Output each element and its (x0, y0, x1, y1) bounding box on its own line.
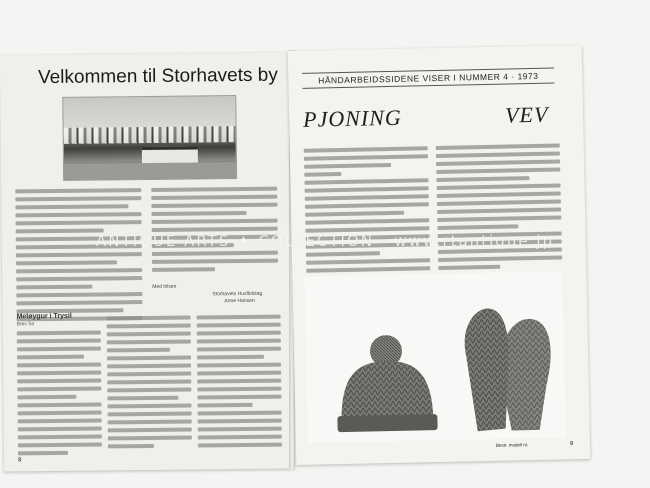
right-column-1-text (304, 146, 431, 277)
title-pjoning: PJONING (302, 104, 403, 132)
right-column-2-text (436, 143, 563, 274)
harbor-water (64, 162, 236, 180)
right-page (288, 45, 591, 465)
knitted-mittens (457, 294, 560, 436)
knitted-hat (326, 334, 448, 436)
left-page-number: 8 (18, 457, 22, 464)
knitwear-photo (304, 271, 565, 442)
column-3-text (17, 330, 102, 459)
article-title: Velkommen til Storhavets by (37, 64, 278, 89)
photo-caption: Bestr. modell nr. (495, 442, 529, 448)
town-buildings (64, 126, 236, 144)
magazine-header: HÅNDARBEIDSSIDENE VISER I NUMMER 4 · 1973 (302, 68, 554, 89)
right-page-number: 9 (569, 441, 574, 448)
harbor-photo (62, 95, 237, 181)
column-5-text (197, 315, 282, 452)
signature-greeting: Med hilsen (152, 283, 177, 290)
column-1-text (15, 188, 142, 328)
left-page (0, 52, 294, 471)
subheading: Meløygur i Trysil (16, 312, 72, 321)
watermark: ANTIQUE ARTS ✦ COLLECTION · www.rtantique.jp (95, 232, 555, 250)
title-vev: VEV (504, 101, 549, 128)
byline: Brev fra (16, 321, 35, 328)
signature-name: Anne Hansen (224, 297, 255, 305)
signature-org: Storhavets Husflidslag (212, 290, 263, 298)
column-4-text (107, 316, 192, 453)
